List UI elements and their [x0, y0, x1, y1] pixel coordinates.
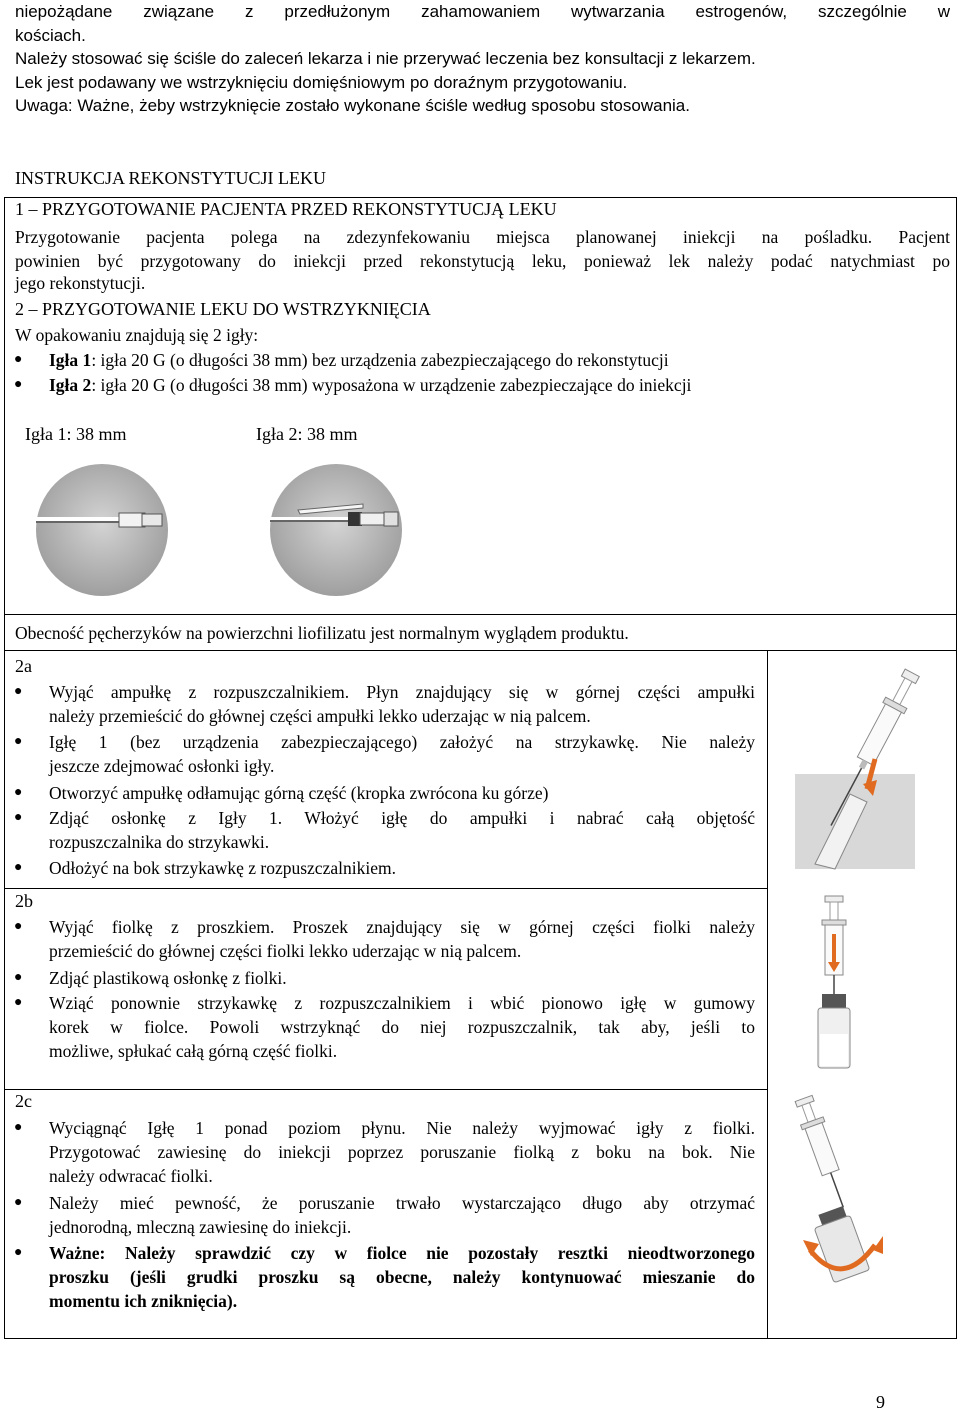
step-2b-text: możliwe, spłukać całą górną część fiolki. [49, 1041, 338, 1061]
step-2a-text: Igłę 1 (bez urządzenia zabezpieczającego) założyć na strzykawkę. Nie należy [49, 732, 755, 752]
bullet-icon: ● [14, 734, 23, 749]
divider [4, 614, 957, 615]
needle2-label: Igła 2 [49, 375, 92, 395]
intro-line: Lek jest podawany we wstrzyknięciu domięśniowym po doraźnym przygotowaniu. [15, 72, 628, 92]
box-left-border [4, 197, 5, 1339]
box-right-border [956, 197, 957, 1339]
bullet-icon: ● [14, 995, 23, 1010]
intro-paragraph [15, 0, 950, 118]
page-title: INSTRUKCJA REKONSTYTUCJI LEKU [15, 168, 327, 188]
page-number: 9 [876, 1392, 885, 1412]
needle2-item [49, 373, 691, 398]
step-2a-text: Wyjąć ampułkę z rozpuszczalnikiem. Płyn znajdujący się w górnej części ampułki [49, 682, 755, 702]
step-2b-label: 2b [15, 891, 33, 911]
bullet-icon: ● [14, 352, 23, 367]
bullet-icon: ● [14, 377, 23, 392]
step-2c-text: Przygotować zawiesinę do iniekcji poprzez poruszanie fiolką z boku na bok. Nie [49, 1142, 755, 1162]
bullet-icon: ● [14, 860, 23, 875]
section2-heading: 2 – PRZYGOTOWANIE LEKU DO WSTRZYKNIĘCIA [15, 299, 431, 319]
bullet-icon: ● [14, 1120, 23, 1135]
intro-line: Należy stosować się ściśle do zaleceń lekarza i nie przerywać leczenia bez konsultacji z lekarzem. [15, 49, 756, 68]
needle1-image [34, 462, 170, 598]
step-2b-text: korek w fiolce. Powoli wstrzyknąć do niej rozpuszczalnik, tak aby, jeśli to [49, 1017, 755, 1037]
step-2a-text: należy przemieścić do głównej części ampułki lekko uderzając w nią palcem. [49, 706, 591, 726]
box-top-border [4, 197, 957, 198]
box-bottom-border [4, 1338, 957, 1339]
step-2b-text: Wziąć ponownie strzykawkę z rozpuszczalnikiem i wbić pionowo igłę w gumowy [49, 993, 755, 1013]
step-2c-text: należy odwracać fiolki. [49, 1166, 213, 1186]
section1-line: powinien być przygotowany do iniekcji przed rekonstytucją leku, ponieważ lek należy podać natychmiast po [15, 251, 950, 271]
step-2c-text: Należy mieć pewność, że poruszanie trwało wystarczająco długo aby otrzymać [49, 1193, 755, 1213]
section1-heading: 1 – PRZYGOTOWANIE PACJENTA PRZED REKONSTYTUCJĄ LEKU [15, 199, 557, 219]
vial-swirl-image [775, 1090, 895, 1300]
step-2a-text: Odłożyć na bok strzykawkę z rozpuszczalnikiem. [49, 858, 396, 878]
intro-line: kościach. [15, 25, 86, 45]
step-2a-text: rozpuszczalnika do strzykawki. [49, 832, 270, 852]
bullet-icon: ● [14, 1245, 23, 1260]
table-divider [4, 1089, 768, 1090]
step-2b-text: przemieścić do głównej części fiolki lekko uderzając w nią palcem. [49, 941, 522, 961]
intro-line: Uwaga: Ważne, żeby wstrzyknięcie zostało wykonane ściśle według sposobu stosowania. [15, 96, 690, 115]
bullet-icon: ● [14, 1195, 23, 1210]
step-2c-text: Ważne: Należy sprawdzić czy w fiolce nie pozostały resztki nieodtworzonego [49, 1243, 755, 1263]
vial-syringe-image [800, 894, 870, 1074]
table-divider [4, 888, 768, 889]
needle1-caption: Igła 1: 38 mm [25, 424, 127, 444]
step-2b-text: Wyjąć fiolkę z proszkiem. Proszek znajdujący się w górnej części fiolki należy [49, 917, 755, 937]
step-2c-text: proszku (jeśli grudki proszku są obecne, należy kontynuować mieszanie do [49, 1267, 755, 1287]
bullet-icon: ● [14, 970, 23, 985]
bubbles-note: Obecność pęcherzyków na powierzchni liofilizatu jest normalnym wyglądem produktu. [15, 623, 629, 643]
step-2b-text: Zdjąć plastikową osłonkę z fiolki. [49, 968, 287, 988]
table-divider [4, 650, 957, 651]
step-2a-text: Otworzyć ampułkę odłamując górną część (kropka zwrócona ku górze) [49, 783, 549, 803]
bullet-icon: ● [14, 785, 23, 800]
bullet-icon: ● [14, 919, 23, 934]
needle1-text: : igła 20 G (o długości 38 mm) bez urządzenia zabezpieczającego do rekonstytucji [91, 350, 669, 370]
needle1-item [49, 348, 669, 373]
step-2a-label: 2a [15, 656, 32, 676]
step-2c-text: Wyciągnąć Igłę 1 ponad poziom płynu. Nie należy wyjmować igły z fiolki. [49, 1118, 755, 1138]
step-2a-text: jeszcze zdejmować osłonki igły. [49, 756, 275, 776]
needle2-text: : igła 20 G (o długości 38 mm) wyposażona w urządzenie zabezpieczające do iniekcji [91, 375, 692, 395]
step-2c-text: momentu ich zniknięcia). [49, 1291, 238, 1311]
section1-line: Przygotowanie pacjenta polega na zdezynfekowaniu miejsca planowanej iniekcji na pośladku. Pacjent [15, 227, 950, 247]
ampoule-syringe-image [785, 664, 945, 874]
table-column-divider [767, 650, 768, 1339]
section1-line: jego rekonstytucji. [15, 273, 146, 293]
needle1-label: Igła 1 [49, 350, 92, 370]
bullet-icon: ● [14, 684, 23, 699]
intro-line: niepożądane związane z przedłużonym zahamowaniem wytwarzania estrogenów, szczególnie w [15, 2, 950, 21]
step-2c-text: jednorodną, mleczną zawiesinę do iniekcji. [49, 1217, 352, 1237]
bullet-icon: ● [14, 810, 23, 825]
step-2c-label: 2c [15, 1091, 32, 1111]
needle2-caption: Igła 2: 38 mm [256, 424, 358, 444]
step-2a-text: Zdjąć osłonkę z Igły 1. Włożyć igłę do ampułki i nabrać całą objętość [49, 808, 755, 828]
section2-intro: W opakowaniu znajdują się 2 igły: [15, 325, 259, 345]
needle2-image [268, 462, 404, 598]
